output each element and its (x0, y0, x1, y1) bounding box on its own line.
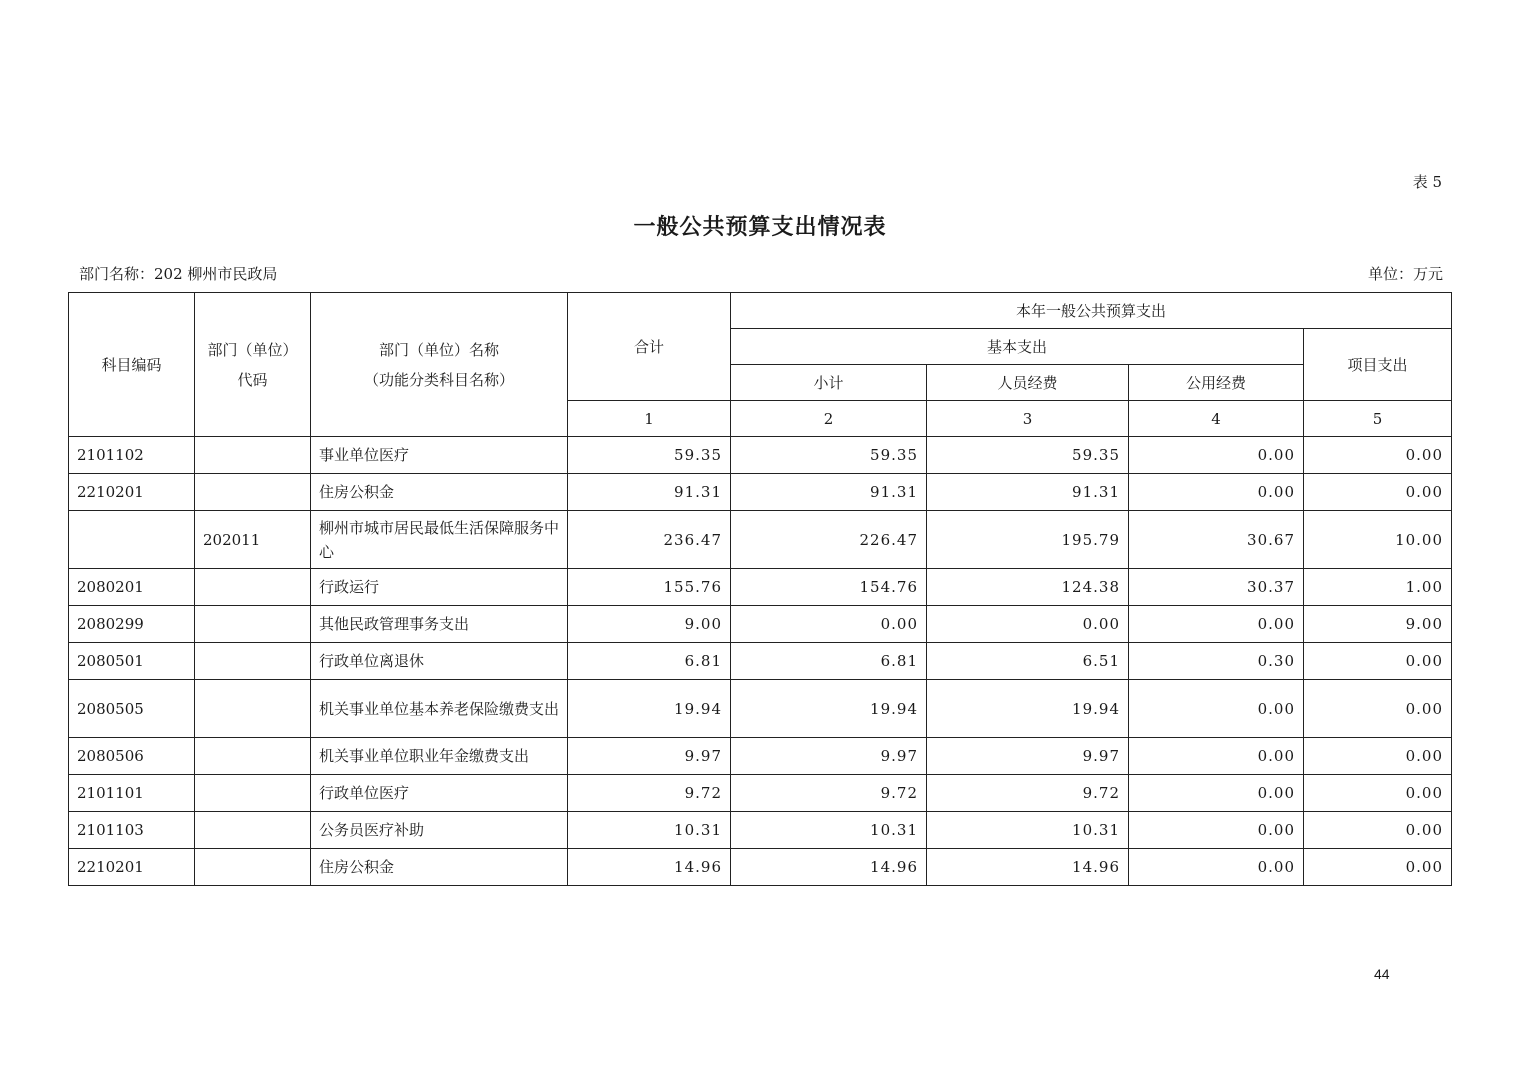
public-cell: 0.00 (1129, 606, 1304, 643)
dept-name-cell: 事业单位医疗 (311, 437, 568, 474)
dept-code-cell (195, 437, 311, 474)
personnel-cell: 9.72 (927, 775, 1129, 812)
header-personnel: 人员经费 (927, 365, 1129, 401)
dept-code-cell (195, 606, 311, 643)
public-cell: 0.00 (1129, 680, 1304, 738)
public-cell: 0.00 (1129, 738, 1304, 775)
project-cell: 9.00 (1304, 606, 1452, 643)
personnel-cell: 6.51 (927, 643, 1129, 680)
table-row (69, 812, 1452, 849)
subtotal-cell: 154.76 (731, 569, 927, 606)
project-cell: 0.00 (1304, 437, 1452, 474)
subject-code-cell: 2080201 (69, 569, 195, 606)
table-row (69, 474, 1452, 511)
total-cell: 19.94 (568, 680, 731, 738)
header-subject-code: 科目编码 (69, 293, 195, 437)
col-num-5: 5 (1304, 401, 1452, 437)
public-cell: 30.67 (1129, 511, 1304, 569)
table-row (69, 569, 1452, 606)
department-name: 部门名称：202 柳州市民政局 (79, 265, 278, 283)
subject-code-cell: 2101102 (69, 437, 195, 474)
total-cell: 6.81 (568, 643, 731, 680)
total-cell: 14.96 (568, 849, 731, 886)
subtotal-cell: 226.47 (731, 511, 927, 569)
subtotal-cell: 19.94 (731, 680, 927, 738)
dept-name-cell: 公务员医疗补助 (311, 812, 568, 849)
subject-code-cell: 2080506 (69, 738, 195, 775)
table-row (69, 437, 1452, 474)
project-cell: 10.00 (1304, 511, 1452, 569)
personnel-cell: 195.79 (927, 511, 1129, 569)
dept-name-cell: 行政单位医疗 (311, 775, 568, 812)
personnel-cell: 59.35 (927, 437, 1129, 474)
dept-code-cell (195, 569, 311, 606)
personnel-cell: 0.00 (927, 606, 1129, 643)
public-cell: 0.00 (1129, 849, 1304, 886)
public-cell: 30.37 (1129, 569, 1304, 606)
col-num-1: 1 (568, 401, 731, 437)
table-row (69, 511, 1452, 569)
total-cell: 91.31 (568, 474, 731, 511)
page-number: 44 (1374, 966, 1390, 982)
col-num-2: 2 (731, 401, 927, 437)
table-body (69, 437, 1452, 886)
subject-code-cell: 2080501 (69, 643, 195, 680)
dept-code-cell (195, 849, 311, 886)
total-cell: 155.76 (568, 569, 731, 606)
header-subtotal: 小计 (731, 365, 927, 401)
personnel-cell: 91.31 (927, 474, 1129, 511)
subtotal-cell: 0.00 (731, 606, 927, 643)
total-cell: 9.00 (568, 606, 731, 643)
dept-name-cell: 其他民政管理事务支出 (311, 606, 568, 643)
header-current-year: 本年一般公共预算支出 (731, 293, 1452, 329)
dept-name-cell: 机关事业单位基本养老保险缴费支出 (311, 680, 568, 738)
dept-code-cell (195, 812, 311, 849)
subtotal-cell: 14.96 (731, 849, 927, 886)
personnel-cell: 124.38 (927, 569, 1129, 606)
project-cell: 0.00 (1304, 643, 1452, 680)
subtotal-cell: 9.97 (731, 738, 927, 775)
personnel-cell: 9.97 (927, 738, 1129, 775)
project-cell: 0.00 (1304, 474, 1452, 511)
header-basic: 基本支出 (731, 329, 1304, 365)
subtotal-cell: 10.31 (731, 812, 927, 849)
header-dept-name-line1: 部门（单位）名称 (378, 340, 499, 359)
table-number: 表 5 (1412, 173, 1442, 191)
page-title: 一般公共预算支出情况表 (633, 214, 887, 240)
dept-name-cell: 行政单位离退休 (311, 643, 568, 680)
personnel-cell: 19.94 (927, 680, 1129, 738)
public-cell: 0.30 (1129, 643, 1304, 680)
subtotal-cell: 9.72 (731, 775, 927, 812)
table-row (69, 643, 1452, 680)
unit-label: 单位：万元 (1367, 265, 1443, 283)
dept-name-cell: 行政运行 (311, 569, 568, 606)
header-dept-name-line2: （功能分类科目名称） (363, 370, 514, 389)
project-cell: 0.00 (1304, 775, 1452, 812)
subject-code-cell (69, 511, 195, 569)
header-dept-code (195, 293, 311, 437)
total-cell: 9.72 (568, 775, 731, 812)
table-row (69, 738, 1452, 775)
dept-code-cell (195, 643, 311, 680)
project-cell: 1.00 (1304, 569, 1452, 606)
header-public: 公用经费 (1129, 365, 1304, 401)
subtotal-cell: 6.81 (731, 643, 927, 680)
header-total: 合计 (568, 293, 731, 401)
subject-code-cell: 2210201 (69, 474, 195, 511)
budget-table (68, 292, 1452, 886)
header-dept-name (311, 293, 568, 437)
dept-code-cell (195, 738, 311, 775)
total-cell: 59.35 (568, 437, 731, 474)
subject-code-cell: 2101101 (69, 775, 195, 812)
public-cell: 0.00 (1129, 437, 1304, 474)
total-cell: 10.31 (568, 812, 731, 849)
subject-code-cell: 2210201 (69, 849, 195, 886)
dept-code-cell (195, 474, 311, 511)
table-row (69, 606, 1452, 643)
col-num-4: 4 (1129, 401, 1304, 437)
project-cell: 0.00 (1304, 680, 1452, 738)
table-header (69, 293, 1452, 437)
personnel-cell: 10.31 (927, 812, 1129, 849)
dept-name-cell: 住房公积金 (311, 474, 568, 511)
dept-code-cell: 202011 (195, 511, 311, 569)
subtotal-cell: 59.35 (731, 437, 927, 474)
col-num-3: 3 (927, 401, 1129, 437)
dept-name-cell: 机关事业单位职业年金缴费支出 (311, 738, 568, 775)
public-cell: 0.00 (1129, 775, 1304, 812)
dept-name-cell: 柳州市城市居民最低生活保障服务中心 (311, 511, 568, 569)
public-cell: 0.00 (1129, 812, 1304, 849)
personnel-cell: 14.96 (927, 849, 1129, 886)
subject-code-cell: 2080505 (69, 680, 195, 738)
dept-code-cell (195, 680, 311, 738)
project-cell: 0.00 (1304, 849, 1452, 886)
table-row (69, 775, 1452, 812)
table-row (69, 849, 1452, 886)
header-project: 项目支出 (1304, 329, 1452, 401)
header-dept-code-line2: 代码 (237, 370, 268, 389)
subject-code-cell: 2080299 (69, 606, 195, 643)
project-cell: 0.00 (1304, 812, 1452, 849)
subtotal-cell: 91.31 (731, 474, 927, 511)
subject-code-cell: 2101103 (69, 812, 195, 849)
public-cell: 0.00 (1129, 474, 1304, 511)
dept-code-cell (195, 775, 311, 812)
header-dept-code-line1: 部门（单位） (207, 340, 298, 359)
total-cell: 9.97 (568, 738, 731, 775)
dept-name-cell: 住房公积金 (311, 849, 568, 886)
table-row (69, 680, 1452, 738)
total-cell: 236.47 (568, 511, 731, 569)
project-cell: 0.00 (1304, 738, 1452, 775)
